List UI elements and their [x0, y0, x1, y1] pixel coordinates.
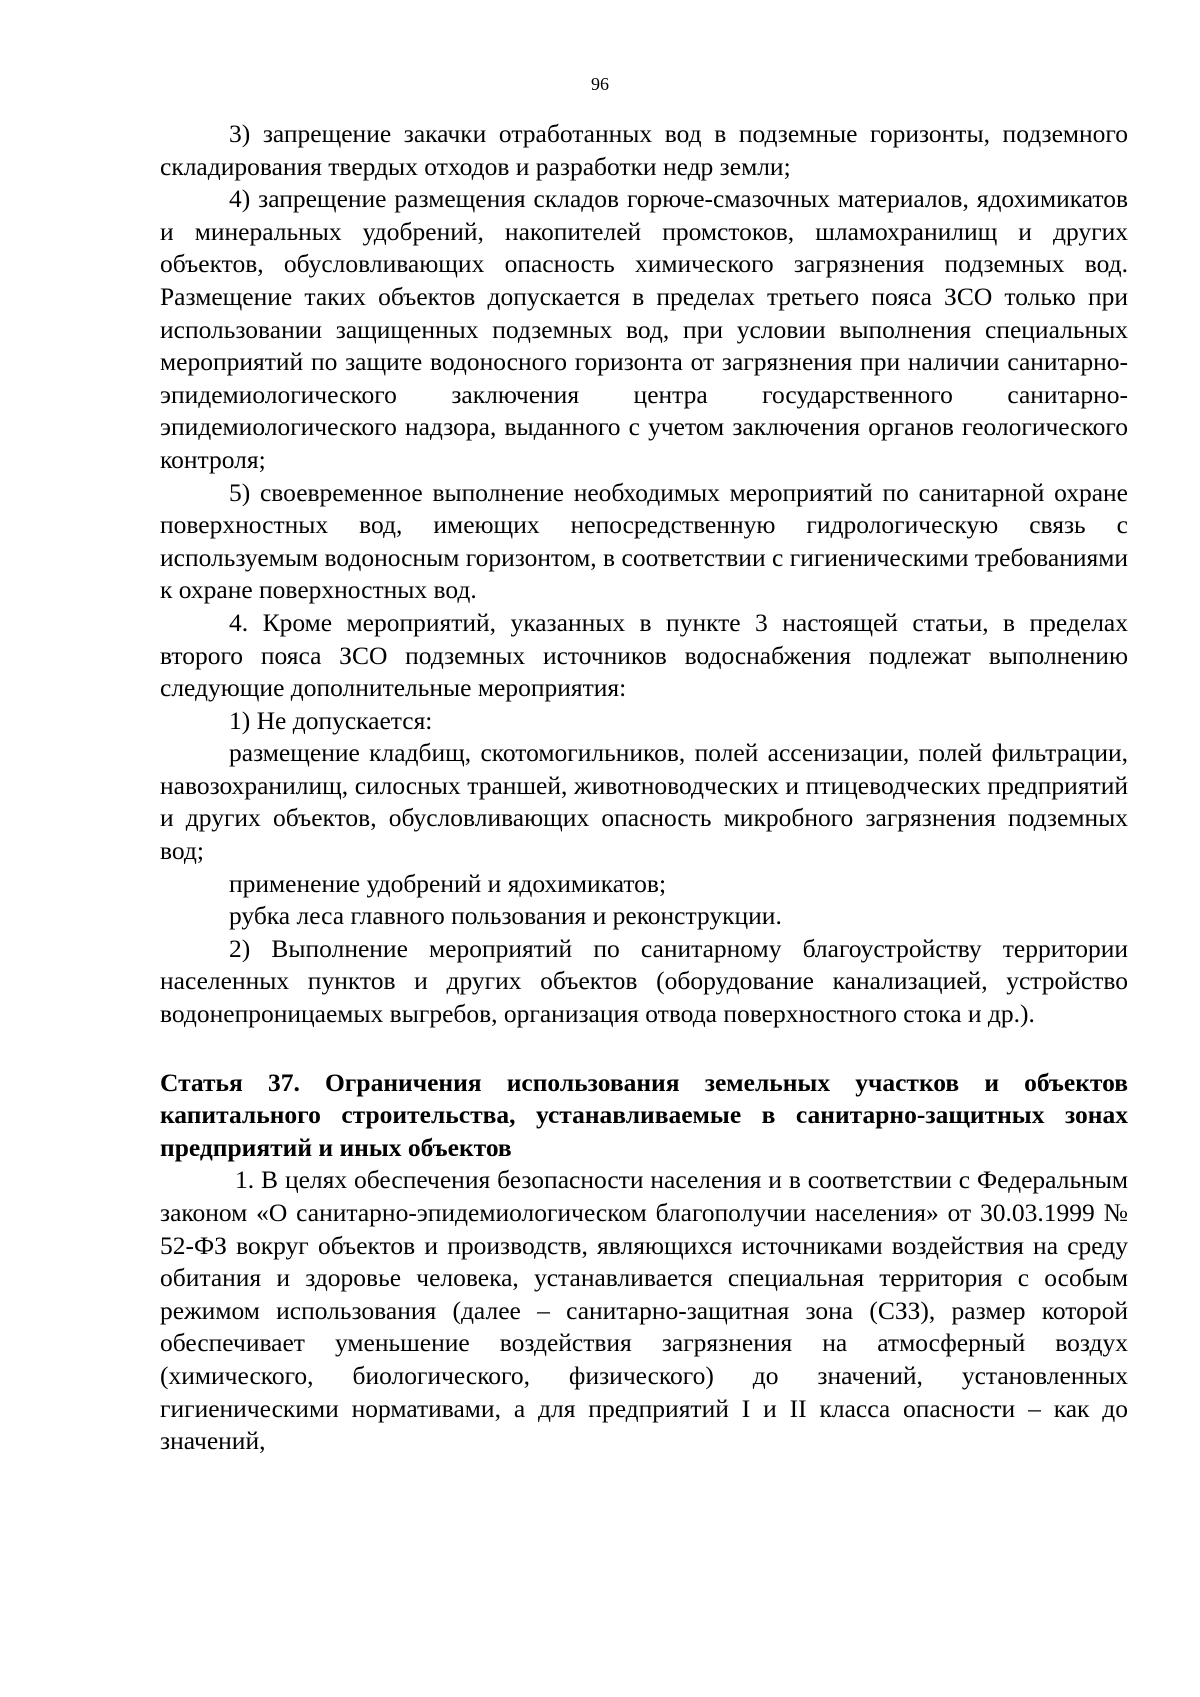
paragraph-prohibited-logging: рубка леса главного пользования и реконструкции.: [229, 901, 782, 931]
paragraph-subitem-1: 1) Не допускается:: [229, 705, 433, 735]
paragraph-prohibited-fertilizers: применение удобрений и ядохимикатов;: [229, 868, 667, 898]
paragraph-item-3: 3) запрещение закачки отработанных вод в подземные горизонты, подземного складирования твердых отходов и разработки недр земли;: [160, 119, 1128, 181]
paragraph-subitem-2: 2) Выполнение мероприятий по санитарному благоустройству территории населенных пунктов и других объектов (оборудование канализацией, устройство водонепроницаемых выгребов, организация отвода поверхностного стока и др.).: [160, 933, 1128, 1029]
paragraph-item-5: 5) своевременное выполнение необходимых мероприятий по санитарной охране поверхностных вод, имеющих непосредственную гидрологическую связь с используемым водоносным горизонтом, в соответствии с гигиеническими требованиями к охране поверхностных вод.: [160, 477, 1128, 605]
paragraph-prohibited-placement: размещение кладбищ, скотомогильников, полей ассенизации, полей фильтрации, навозохранилищ, силосных траншей, животноводческих и птицеводческих предприятий и других объектов, обусловливающих опасность микробного загрязнения подземных вод;: [160, 738, 1128, 866]
page-number: 96: [591, 74, 609, 94]
document-body: [160, 118, 1128, 1458]
paragraph-item-4: 4) запрещение размещения складов горюче-смазочных материалов, ядохимикатов и минеральных удобрений, накопителей промстоков, шламохранилищ и других объектов, обусловливающих опасность химического загрязнения подземных вод. Размещение таких объектов допускается в пределах третьего пояса ЗСО только при использовании защищенных подземных вод, при условии выполнения специальных мероприятий по защите водоносного горизонта от загрязнения при наличии санитарно-эпидемиологического заключения центра государственного санитарно-эпидемиологического надзора, выданного с учетом заключения органов геологического контроля;: [160, 184, 1128, 474]
paragraph-clause-4: 4. Кроме мероприятий, указанных в пункте 3 настоящей статьи, в пределах второго пояса ЗСО подземных источников водоснабжения подлежат выполнению следующие дополнительные мероприятия:: [160, 607, 1128, 703]
article-heading: Статья 37. Ограничения использования земельных участков и объектов капитального строительства, устанавливаемые в санитарно-защитных зонах предприятий и иных объектов: [160, 1067, 1128, 1162]
paragraph-article-clause-1: 1. В целях обеспечения безопасности населения и в соответствии с Федеральным законом «О санитарно-эпидемиологическом благополучии населения» от 30.03.1999 № 52-ФЗ вокруг объектов и производств, являющихся источниками воздействия на среду обитания и здоровье человека, устанавливается специальная территория с особым режимом использования (далее – санитарно-защитная зона (СЗЗ), размер которой обеспечивает уменьшение воздействия загрязнения на атмосферный воздух (химического, биологического, физического) до значений, установленных гигиеническими нормативами, а для предприятий I и II класса опасности – как до значений,: [160, 1165, 1128, 1456]
